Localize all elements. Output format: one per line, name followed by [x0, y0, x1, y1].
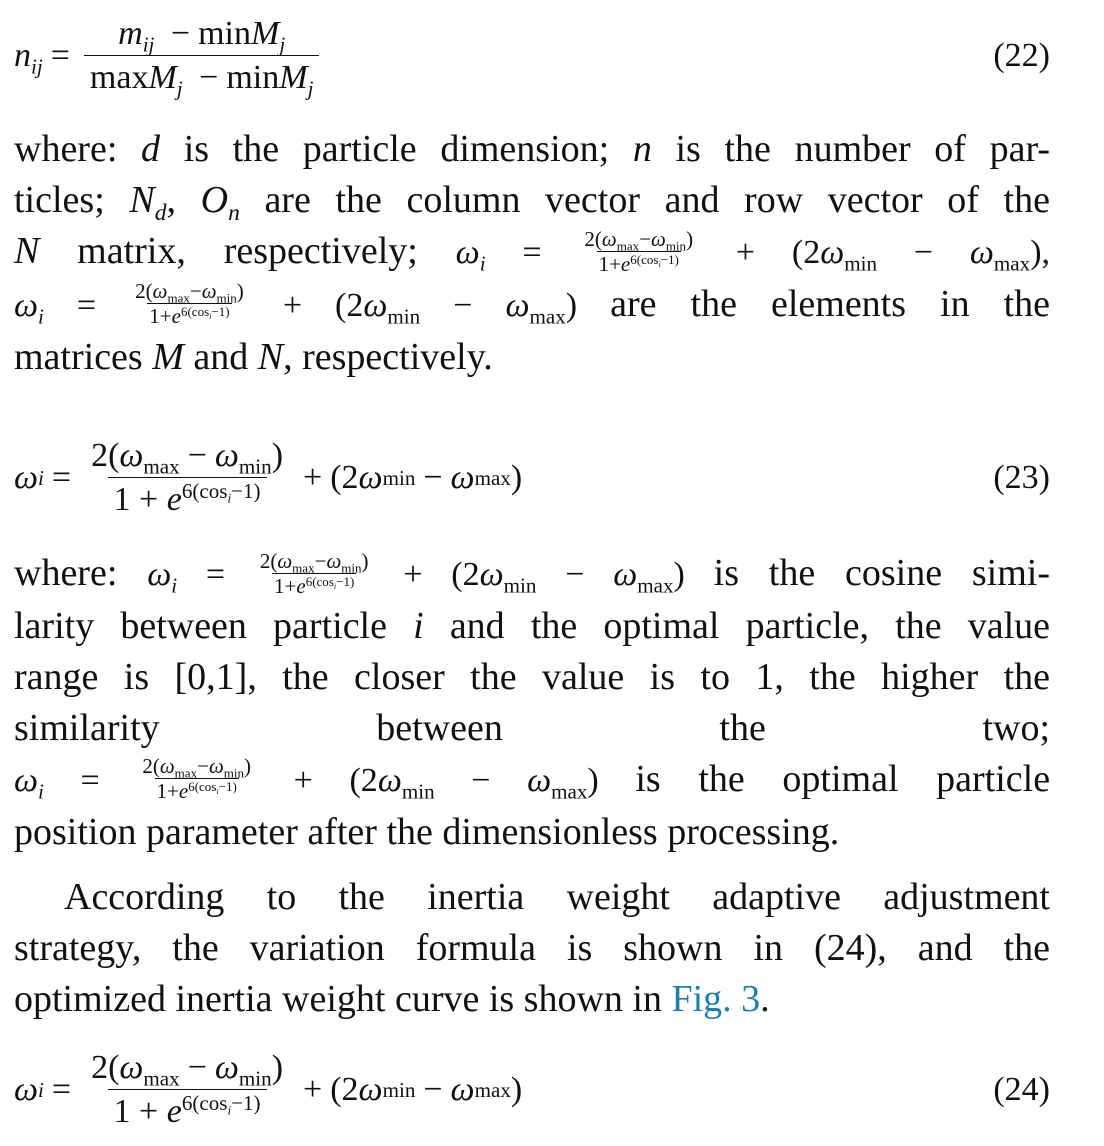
- eq22-n: n: [14, 37, 31, 74]
- ie4-num: [140, 754, 253, 781]
- eq23-den: [108, 477, 267, 517]
- eq24-e: e: [166, 1093, 182, 1130]
- para2-t10: is the optimal particle: [635, 757, 1051, 800]
- ie3-tclose: ): [673, 556, 685, 593]
- para3-line1: [14, 872, 1050, 923]
- ie1-frac: [582, 228, 695, 275]
- para1-N3: N: [257, 335, 284, 378]
- para2-line6: [14, 807, 1050, 858]
- eq23-max: max: [143, 454, 180, 479]
- eq22-m-sub: ij: [142, 32, 155, 57]
- inline-omega-expr-2: [14, 279, 610, 329]
- ie4-tw2: ω: [527, 761, 552, 799]
- eq23-topen: (2: [330, 459, 359, 496]
- eq22-denominator: [84, 55, 320, 101]
- ie2-tw1: ω: [363, 286, 388, 324]
- ie4-tmin: min: [401, 779, 435, 804]
- ie2-min: min: [216, 290, 237, 306]
- ie4-w1: ω: [159, 754, 175, 779]
- ie2-tw2: ω: [505, 286, 530, 324]
- ie2-w1: ω: [152, 279, 168, 304]
- ie1-tminus: −: [913, 234, 934, 271]
- ie2-omega: ω: [14, 286, 39, 324]
- ie3-w1: ω: [277, 548, 293, 573]
- inline-omega-expr-4: [14, 754, 635, 804]
- ie1-e: e: [620, 251, 631, 276]
- ie3-eq: =: [205, 556, 226, 593]
- ie2-topen: (2: [335, 286, 364, 324]
- para1-d: d: [141, 128, 161, 170]
- ie4-plus: +: [293, 761, 313, 799]
- para1-O-sub: n: [228, 200, 240, 227]
- para2-t4: and the optimal particle, the value: [423, 604, 1051, 647]
- para3-t4: .: [760, 978, 770, 1020]
- eq23-exptail: −1): [231, 479, 261, 504]
- ie1-omega: ω: [455, 234, 480, 271]
- para2-line3: [14, 652, 1050, 703]
- ie4-frac: [140, 755, 253, 802]
- ie1-tclose: ): [1030, 234, 1042, 271]
- ie1-topen: (2: [791, 234, 821, 271]
- eq22-den-M2-sub: j: [307, 76, 314, 101]
- eq23-min: min: [238, 454, 272, 479]
- eq23-w1: ω: [119, 437, 144, 474]
- ie2-frac: [133, 280, 246, 327]
- ie3-tminus: −: [565, 556, 585, 593]
- ie2-den: $1+e^{6(cos_i-1)}$: [149, 304, 230, 329]
- eq23-close: ): [271, 437, 284, 474]
- ie1-eq: =: [522, 234, 542, 271]
- eq24-expi: i: [227, 1102, 232, 1118]
- ie4-i: i: [38, 779, 44, 804]
- eq22-den-max: max: [89, 59, 149, 96]
- para2-line2: [14, 601, 1050, 652]
- ie4-omega: ω: [14, 761, 39, 799]
- para1-t8: are the elements in the: [610, 282, 1051, 325]
- para3-t2: strategy, the variation formula is shown in (24), and the: [14, 927, 1050, 969]
- para3-t3: optimized inertia weight curve is shown in: [14, 978, 672, 1020]
- eq23-e: e: [166, 481, 182, 518]
- para2-t9: two;: [982, 706, 1050, 749]
- ie3-tmax: max: [637, 573, 674, 598]
- para1-t5: ,: [166, 179, 201, 221]
- ie1-expi: i: [658, 259, 661, 269]
- para2-i: i: [413, 604, 424, 647]
- ie2-e: e: [171, 304, 181, 329]
- eq22-num-M: M: [251, 15, 280, 52]
- ie3-max: max: [292, 560, 315, 576]
- eq23-num: [85, 439, 289, 477]
- ie1-tmin: min: [844, 251, 878, 276]
- eq23-minus: −: [187, 437, 207, 474]
- ie2-tclose: ): [565, 286, 578, 324]
- ie3-close: ): [361, 548, 369, 573]
- para1-t6: are the column vector and row vector of the: [239, 179, 1050, 221]
- para3-line3: [14, 974, 1050, 1025]
- ie3-expi: i: [333, 581, 337, 591]
- eq22-m: m: [118, 15, 143, 52]
- eq22-num-minus: −: [170, 15, 191, 52]
- para1-t11: , respectively.: [283, 335, 493, 378]
- para1-t2: is the particle dimension;: [160, 128, 633, 170]
- eq22-lhs: [14, 37, 43, 79]
- para1-line1: [14, 124, 1050, 175]
- ie3-topen: (2: [451, 556, 480, 593]
- ie1-num: [582, 226, 695, 254]
- ie4-eq: =: [80, 761, 100, 799]
- ie3-tmin: min: [503, 573, 537, 598]
- ie4-min: min: [223, 765, 245, 781]
- ie1-minus: −: [639, 226, 651, 251]
- eq24-tclose: ): [510, 1071, 523, 1108]
- eq24-exp6: 6(cos: [181, 1091, 228, 1116]
- eq23-omega: ω: [14, 459, 39, 496]
- eq24-two: 2(: [91, 1049, 120, 1086]
- ie1-min: min: [665, 238, 687, 254]
- ie2-minus: −: [189, 279, 202, 304]
- para2-t2: is the cosine simi-: [713, 552, 1051, 594]
- para1-t9: matrices: [14, 335, 153, 378]
- ie3-i: i: [171, 573, 178, 598]
- eq24-exptail: −1): [231, 1091, 261, 1116]
- paragraph-cosine-similarity: [14, 548, 1050, 858]
- paragraph-inertia-weight: [14, 872, 1050, 1025]
- equation-number-22: (22): [993, 37, 1050, 74]
- ie3-e: e: [296, 573, 306, 598]
- ie1-close: ): [686, 226, 694, 251]
- para2-t5: range is [0,1], the closer the value is to 1, the higher the: [14, 655, 1050, 698]
- ie3-num: [258, 548, 371, 576]
- ie1-tw2: ω: [969, 234, 994, 271]
- ie4-close: ): [244, 754, 252, 779]
- ie4-topen: (2: [349, 761, 378, 799]
- para2-t3: larity between particle: [14, 604, 414, 647]
- para1-N: N: [129, 179, 155, 221]
- para1-N-sub: d: [154, 200, 167, 227]
- ie4-max: max: [174, 765, 198, 781]
- equation-number-23: (23): [993, 459, 1050, 496]
- para2-t7: between: [376, 706, 503, 749]
- ie3-minus: −: [314, 548, 327, 573]
- eq24-num: [85, 1051, 289, 1089]
- eq23-w2: ω: [214, 437, 239, 474]
- eq24-tw1: ω: [358, 1071, 383, 1108]
- eq23-exp6: 6(cos: [181, 479, 228, 504]
- ie2-two: 2(: [135, 279, 153, 304]
- ie2-exp6: 6(cos: [180, 304, 210, 320]
- ie2-close: ): [236, 279, 244, 304]
- ie1-w2: ω: [650, 226, 666, 251]
- para1-n: n: [632, 128, 652, 170]
- eq22-n-sub: ij: [31, 54, 43, 79]
- para2-line1: [14, 548, 1050, 601]
- para1-line4: [14, 279, 1050, 332]
- eq24-minus: −: [187, 1049, 207, 1086]
- ie2-plus: +: [282, 286, 303, 324]
- ie4-exp6: 6(cos: [188, 779, 217, 795]
- ie3-tw1: ω: [479, 556, 504, 593]
- ie2-expi: i: [209, 312, 212, 322]
- eq23-expi: i: [227, 490, 232, 506]
- inline-omega-expr-1: $\omega_i$ = $\frac{2(\omega_{max}-\omega_{min})}{1+e^{6(cos_i-1)}}$ + $(2\omega_{min} - \omega_{max})$,: [455, 226, 1051, 276]
- ie1-exp6: 6(cos: [630, 251, 659, 267]
- equation-22: [14, 6, 1050, 106]
- para1-line2: [14, 175, 1050, 226]
- eq24-max: max: [143, 1066, 180, 1091]
- para2-t6: similarity: [14, 706, 160, 749]
- eq23-fraction: [85, 439, 289, 517]
- eq22-den-minus: −: [199, 59, 219, 96]
- ie3-tw2: ω: [613, 556, 638, 593]
- ie1-tmax: max: [993, 251, 1031, 276]
- para1-t1: where:: [14, 128, 142, 170]
- ie3-den: $1+e^{6(cos_i-1)}$: [274, 573, 355, 598]
- ie4-exptail: −1): [218, 779, 237, 795]
- para1-N2: N: [14, 230, 40, 272]
- para1-t10: and: [183, 335, 258, 378]
- eq23-plus: +: [303, 459, 323, 496]
- eq23-equals: =: [51, 459, 72, 496]
- eq23-oneplus: 1 +: [113, 481, 167, 518]
- ie4-tw1: ω: [377, 761, 402, 799]
- ie4-tclose: ): [587, 761, 599, 799]
- ie1-tw1: ω: [820, 234, 845, 271]
- ie3-two: 2(: [259, 548, 278, 573]
- eq22-den-M2: M: [279, 59, 308, 96]
- ie2-w2: ω: [201, 279, 217, 304]
- ie4-e: e: [178, 779, 189, 804]
- eq24-min: min: [238, 1066, 272, 1091]
- eq22-fraction: [84, 15, 320, 101]
- ie1-max: max: [616, 238, 640, 254]
- ie1-i: i: [479, 251, 486, 276]
- eq24-tw2: ω: [450, 1071, 475, 1108]
- ie3-min: min: [341, 560, 362, 576]
- eq22-numerator: [112, 17, 291, 55]
- equation-number-24: (24): [993, 1071, 1050, 1108]
- eq24-i: i: [38, 1078, 44, 1102]
- para2-line5: [14, 754, 1050, 807]
- para2-line4: [14, 703, 1050, 754]
- ie2-tmin: min: [387, 304, 421, 329]
- para1-line5: [14, 332, 1050, 383]
- ie4-two: 2(: [142, 754, 160, 779]
- eq24-w2: ω: [214, 1049, 239, 1086]
- ie2-i: i: [38, 304, 44, 329]
- eq24-oneplus: 1 +: [113, 1093, 167, 1130]
- eq24-equals: =: [51, 1071, 72, 1108]
- eq24-omega: ω: [14, 1071, 39, 1108]
- ie1-w1: ω: [601, 226, 617, 251]
- ie1-two: 2(: [584, 226, 602, 251]
- eq23-tw2: ω: [450, 459, 475, 496]
- eq24-fraction: [85, 1051, 289, 1129]
- para1-line3: [14, 226, 1050, 279]
- ie1-exptail: −1): [660, 251, 679, 267]
- ie1-den: $1+e^{6(cos_i-1)}$: [598, 251, 679, 276]
- para1-O: O: [200, 179, 229, 221]
- eq22-den-M1: M: [148, 59, 177, 96]
- eq24-close: ): [271, 1049, 284, 1086]
- para3-t1: According to the inertia weight adaptive adjustment: [64, 876, 1050, 918]
- ie4-minus: −: [197, 754, 209, 779]
- ie2-tminus: −: [453, 286, 473, 324]
- ie2-eq: =: [76, 286, 97, 324]
- ie3-exp6: 6(cos: [305, 573, 334, 589]
- ie4-expi: i: [216, 787, 219, 797]
- para2-t11: position parameter after the dimensionless processing.: [14, 810, 840, 853]
- eq23-two: 2(: [91, 437, 120, 474]
- para1-t3: is the number of par-: [651, 128, 1050, 170]
- eq24-plus: +: [303, 1071, 323, 1108]
- eq24-w1: ω: [119, 1049, 144, 1086]
- equation-24: ω i = $\frac{2(\omega_{max} - \omega_{min})}{1 + e^{6(cos_i-1)}}$ + (2 ω min − ω max ) (24): [14, 1049, 1050, 1130]
- para3-line2: [14, 923, 1050, 974]
- eq22-den-min: min: [226, 59, 280, 96]
- ie3-exptail: −1): [336, 573, 355, 589]
- ie3-omega: ω: [147, 556, 172, 593]
- ie1-plus: +: [735, 234, 756, 271]
- eq23-tw1: ω: [358, 459, 383, 496]
- eq24-den: [108, 1089, 267, 1129]
- ie4-tmax: max: [551, 779, 588, 804]
- eq22-num-min: min: [198, 15, 251, 52]
- ie4-den: $1+e^{6(cos_i-1)}$: [156, 779, 237, 804]
- eq24-topen: (2: [330, 1071, 359, 1108]
- ie3-frac: [258, 550, 371, 597]
- ie3-w2: ω: [326, 548, 342, 573]
- eq23-tminus: −: [423, 459, 443, 496]
- eq22-den-M1-sub: j: [176, 76, 183, 101]
- figure-3-link[interactable]: Fig. 3: [671, 978, 761, 1020]
- eq23-tclose: ): [510, 459, 523, 496]
- eq22-equals: =: [50, 37, 70, 74]
- equation-23: ω i = $\frac{2(\omega_{max} - \omega_{min})}{1 + e^{6(cos_i-1)}}$ + (2 ω min − ω max ) (23): [14, 437, 1050, 518]
- para1-M: M: [152, 335, 184, 378]
- eq24-tminus: −: [423, 1071, 443, 1108]
- para1-t7: matrix, respectively;: [39, 230, 418, 272]
- inline-omega-expr-3: [147, 548, 713, 598]
- ie2-exptail: −1): [211, 304, 230, 320]
- ie4-tminus: −: [471, 761, 491, 799]
- eq23-i: i: [38, 466, 44, 490]
- ie4-w2: ω: [208, 754, 224, 779]
- ie3-plus: +: [403, 556, 423, 593]
- paragraph-definitions: [14, 124, 1050, 383]
- ie2-tmax: max: [529, 304, 566, 329]
- ie2-num: [133, 279, 246, 306]
- eq22-num-M-sub: j: [279, 32, 286, 57]
- para2-t1: where:: [14, 552, 148, 594]
- ie2-max: max: [167, 290, 190, 306]
- para1-t4: ticles;: [14, 179, 130, 221]
- para2-t8: the: [719, 706, 766, 749]
